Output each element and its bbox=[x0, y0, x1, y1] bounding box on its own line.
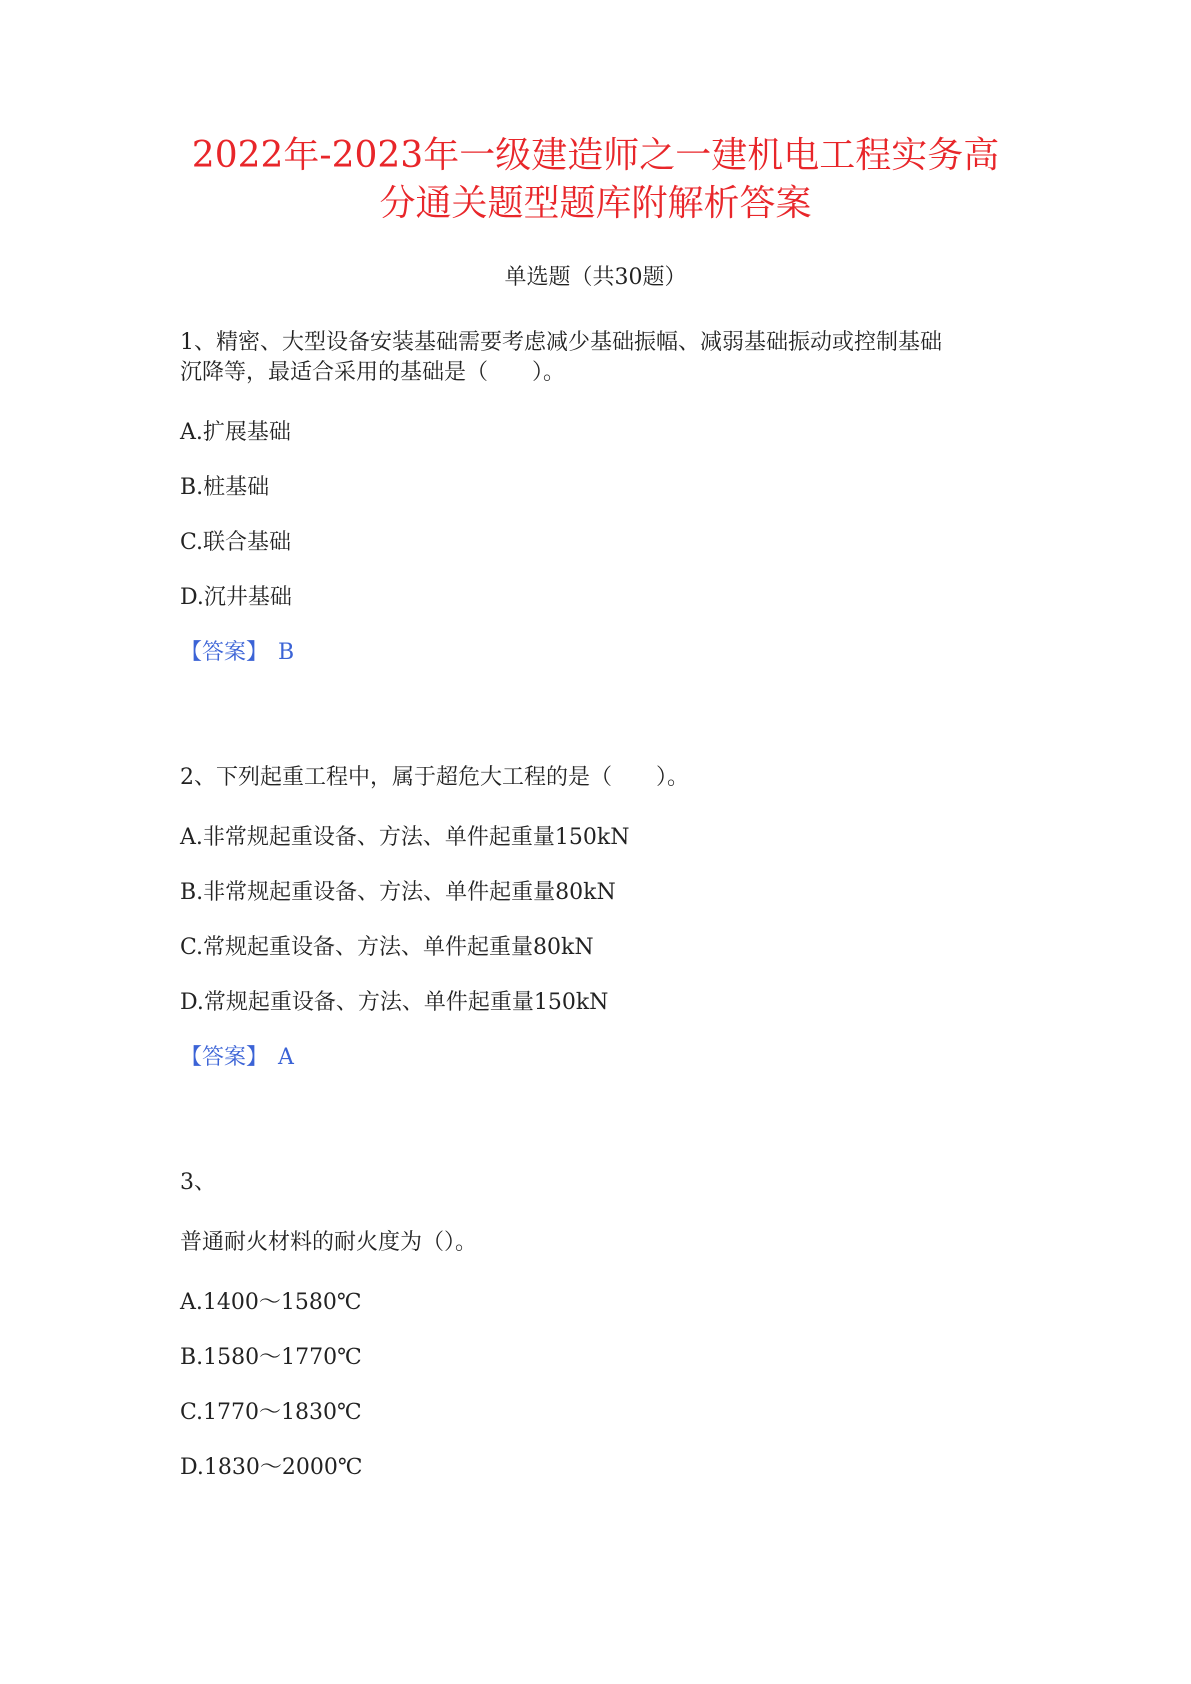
answer-tag: 【答案】 bbox=[180, 640, 269, 665]
answer-value: A bbox=[278, 1045, 294, 1070]
question-2-option-d: D.常规起重设备、方法、单件起重量150kN bbox=[180, 990, 609, 1015]
question-1-answer bbox=[180, 638, 294, 668]
question-2-option-a: A.非常规起重设备、方法、单件起重量150kN bbox=[180, 825, 630, 850]
question-2-stem: 2、下列起重工程中，属于超危大工程的是（ ）。 bbox=[180, 765, 689, 790]
question-2-answer bbox=[180, 1043, 294, 1073]
question-3-option-b: B.1580～1770℃ bbox=[180, 1345, 362, 1370]
question-3-option-d: D.1830～2000℃ bbox=[180, 1455, 363, 1480]
question-1-stem-line-1: 1、精密、大型设备安装基础需要考虑减少基础振幅、减弱基础振动或控制基础 bbox=[180, 330, 942, 355]
question-1-option-b: B.桩基础 bbox=[180, 475, 270, 500]
question-1-option-c: C.联合基础 bbox=[180, 530, 292, 555]
document-title-line-2: 分通关题型题库附解析答案 bbox=[379, 183, 812, 224]
answer-tag: 【答案】 bbox=[180, 1045, 269, 1070]
question-1-stem-line-2: 沉降等，最适合采用的基础是（ ）。 bbox=[180, 360, 566, 385]
section-heading: 单选题（共30题） bbox=[504, 265, 687, 290]
answer-value: B bbox=[278, 640, 295, 665]
question-2-option-b: B.非常规起重设备、方法、单件起重量80kN bbox=[180, 880, 616, 905]
question-3-option-a: A.1400～1580℃ bbox=[180, 1290, 362, 1315]
question-1-option-a: A.扩展基础 bbox=[180, 420, 291, 445]
question-3-stem: 普通耐火材料的耐火度为（）。 bbox=[180, 1230, 478, 1255]
question-3-option-c: C.1770～1830℃ bbox=[180, 1400, 362, 1425]
question-2-option-c: C.常规起重设备、方法、单件起重量80kN bbox=[180, 935, 594, 960]
document-title-line-1: 2022年-2023年一级建造师之一建机电工程实务高 bbox=[191, 135, 1000, 176]
question-1-option-d: D.沉井基础 bbox=[180, 585, 292, 610]
question-3-number: 3、 bbox=[180, 1170, 216, 1195]
